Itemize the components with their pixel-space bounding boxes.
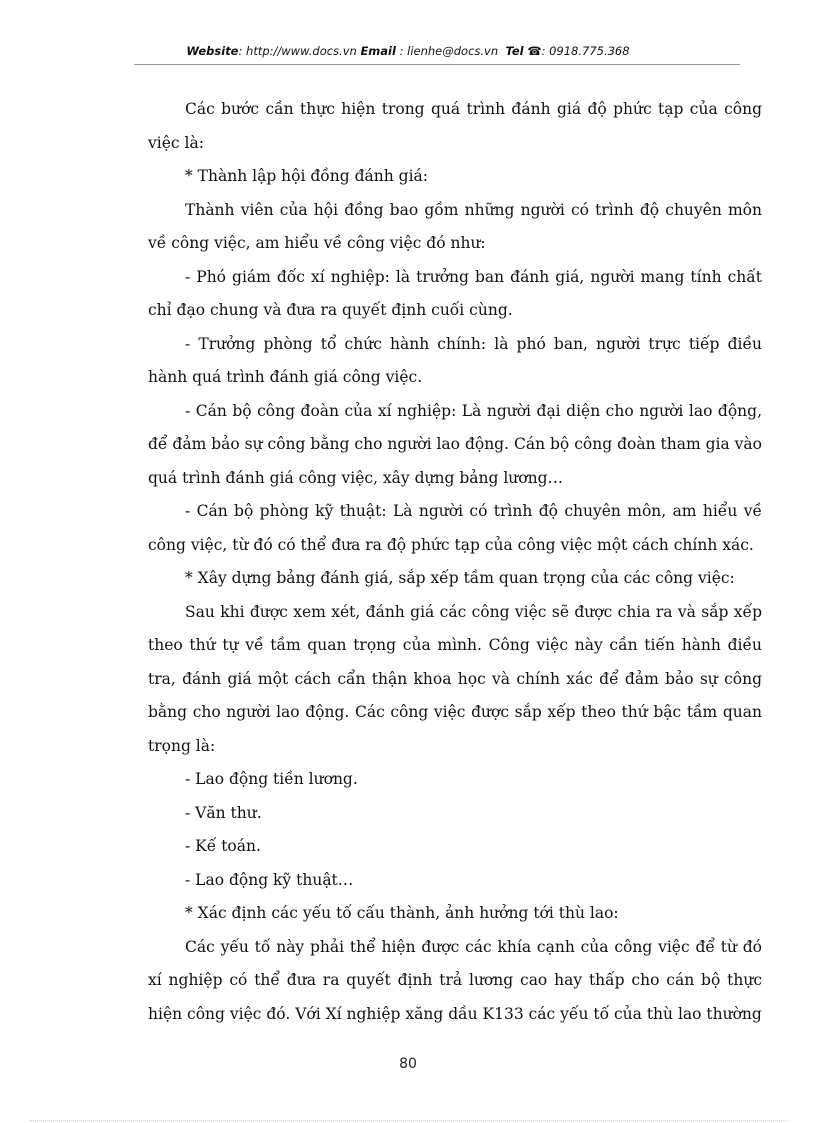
paragraph: Các yếu tố này phải thể hiện được các khía cạnh của công việc để từ đó xí nghiệp có thể đưa ra quyết định trả lương cao hay thấp cho cán bộ thực hiện công việc đó. Với Xí nghiệp xăng dầu K133 các yếu tố của thù lao thường [148, 937, 762, 1023]
paragraph: - Lao động tiền lương. [185, 770, 358, 788]
paragraph: Sau khi được xem xét, đánh giá các công việc sẽ được chia ra và sắp xếp theo thứ tự về tầm quan trọng của mình. Công việc này cần tiến hành điều tra, đánh giá một cách cẩn thận khoa học và chính xác để đảm bảo sự công bằng cho người lao động. Các công việc được sắp xếp theo thứ bậc tầm quan trọng là: [148, 602, 762, 755]
paragraph: - Kế toán. [185, 837, 261, 855]
paragraph: * Xác định các yếu tố cấu thành, ảnh hưởng tới thù lao: [185, 904, 619, 922]
website-value: : http://www.docs.vn [238, 44, 357, 58]
paragraph: - Cán bộ phòng kỹ thuật: Là người có trình độ chuyên môn, am hiểu về công việc, từ đó có thể đưa ra độ phức tạp của công việc một cách chính xác. [148, 502, 762, 554]
page-bottom-divider [30, 1120, 786, 1121]
paragraph: Thành viên của hội đồng bao gồm những người có trình độ chuyên môn về công việc, am hiểu về công việc đó như: [148, 200, 762, 252]
email-label: Email [360, 44, 396, 58]
paragraph: * Thành lập hội đồng đánh giá: [185, 167, 429, 185]
paragraph: - Cán bộ công đoàn của xí nghiệp: Là người đại diện cho người lao động, để đảm bảo sự công bằng cho người lao động. Cán bộ công đoàn tham gia vào quá trình đánh giá công việc, xây dựng bảng lương… [148, 401, 762, 487]
paragraph: - Phó giám đốc xí nghiệp: là trưởng ban đánh giá, người mang tính chất chỉ đạo chung và đưa ra quyết định cuối cùng. [148, 267, 762, 319]
paragraph: - Văn thư. [185, 803, 262, 822]
paragraph: Các bước cần thực hiện trong quá trình đánh giá độ phức tạp của công việc là: [148, 100, 762, 152]
paragraph: * Xây dựng bảng đánh giá, sắp xếp tầm quan trọng của các công việc: [185, 569, 735, 587]
phone-icon: ☎ [527, 44, 542, 58]
paragraph: - Lao động kỹ thuật… [185, 870, 354, 889]
header-divider [134, 64, 740, 65]
page-header [0, 44, 816, 58]
tel-label: Tel [505, 44, 524, 58]
paragraph: - Trưởng phòng tổ chức hành chính: là phó ban, người trực tiếp điều hành quá trình đánh giá công việc. [148, 334, 762, 386]
document-body [148, 93, 762, 1031]
tel-value: : 0918.775.368 [541, 44, 630, 58]
website-label: Website [186, 44, 239, 58]
email-value: : lienhe@docs.vn [399, 44, 499, 58]
page-number: 80 [399, 1056, 417, 1072]
